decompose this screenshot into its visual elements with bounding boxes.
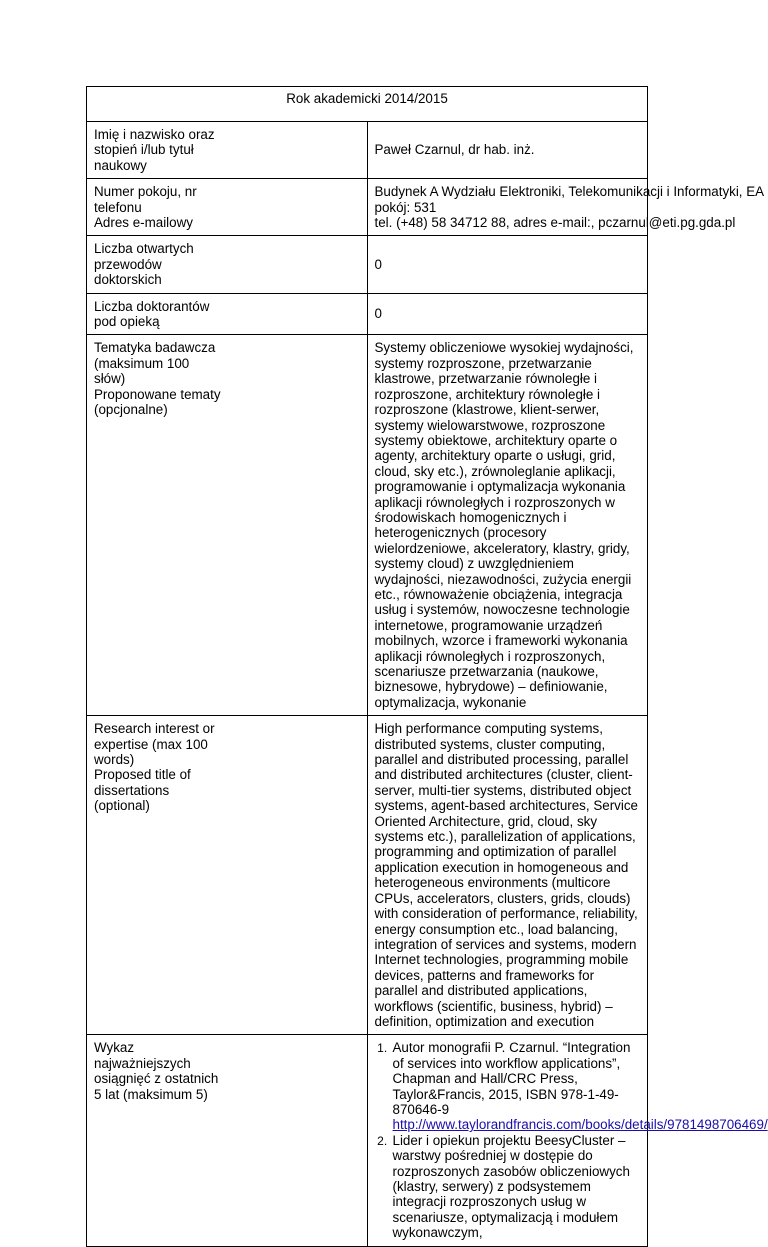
achievements-list [375, 1040, 768, 1241]
contact-label: Numer pokoju, nr telefonu Adres e-mailowy [87, 179, 368, 236]
research-en-value: High performance computing systems, distributed systems, cluster computing, parallel and distributed processing, parallel and distributed architectures (cluster, client-server, multi-tier systems, distributed object systems, agent-based architectures, Service Oriented Architecture, grid, cloud, sky systems etc.), parallelization of applications, programming and optimization of parallel application execution in homogeneous and heterogeneous environments (multicore CPUs, accelerators, clusters, grids, clouds) with consideration of performance, reliability, energy consumption etc., load balancing, integration of services and systems, modern Internet technologies, programming mobile devices, patterns and frameworks for parallel and distributed applications, workflows (scientific, business, hybrid) – definition, optimization and execution [367, 716, 648, 1035]
phone-email-text: tel. (+48) 58 34712 88, adres e-mail:, pczarnul@eti.pg.gda.pl [374, 215, 736, 231]
academic-year-title: Rok akademicki 2014/2015 [87, 87, 648, 122]
open-supervisions-label: Liczba otwartych przewodów doktorskich [87, 236, 368, 293]
achievements-value [367, 1035, 768, 1246]
list-item: 1. Autor monografii P. Czarnul. “Integration of services into workflow applications”, Chapman and Hall/CRC Press, Taylor&Francis, 2015, ISBN 978-1-49-870646-9 http://www.taylorandfrancis.com/books/details/9781498706469/ [391, 1040, 641, 1132]
building-text: Budynek A Wydziału Elektroniki, Telekomunikacji i Informatyki, EA [374, 184, 765, 200]
name-value: Paweł Czarnul, dr hab. inż. [367, 122, 648, 179]
info-table [86, 86, 768, 1247]
name-row [87, 122, 648, 179]
achievements-label: Wykaz najważniejszych osiągnięć z ostatnich 5 lat (maksimum 5) [87, 1035, 368, 1246]
phd-students-row [87, 293, 648, 335]
book-link[interactable]: http://www.taylorandfrancis.com/books/details/9781498706469/ [392, 1117, 768, 1133]
research-pl-value: Systemy obliczeniowe wysokiej wydajności, systemy rozproszone, przetwarzanie klastrowe, przetwarzanie równoległe i rozproszone, architektury równoległe i rozproszone (klastrowe, klient-serwer, systemy wielowarstwowe, rozproszone systemy obiektowe, architektury oparte o agenty, architektury oparte o usługi, grid, cloud, sky etc.), zrównoleglanie aplikacji, programowanie i optymalizacja wykonania aplikacji równoległych i rozproszonych w środowiskach homogenicznych i heterogenicznych (procesory wielordzeniowe, akceleratory, klastry, gridy, systemy cloud) z uwzględnieniem wydajności, niezawodności, zużycia energii etc., równoważenie obciążenia, integracja usług i systemów, nowoczesne technologie internetowe, programowanie urządzeń mobilnych, wzorce i frameworki wykonania aplikacji równoległych i rozproszonych, scenariusze przetwarzania (naukowe, biznesowe, hybrydowe) – definiowanie, optymalizacja, wykonanie [367, 335, 648, 716]
research-en-label: Research interest or expertise (max 100 words) Proposed title of dissertations (optional) [87, 716, 368, 1035]
phd-students-value: 0 [367, 293, 648, 335]
phd-students-label: Liczba doktorantów pod opieką [87, 293, 368, 335]
research-pl-row [87, 335, 648, 716]
room-text: pokój: 531 [374, 199, 437, 215]
research-en-row [87, 716, 648, 1035]
achievements-row [87, 1035, 648, 1246]
contact-value [367, 179, 765, 236]
list-item: 2. Lider i opiekun projektu BeesyCluster – warstwy pośredniej w dostępie do rozproszonych zasobów obliczeniowych (klastry, serwery) z podsystemem integracji rozproszonych usług w scenariusze, optymalizacją i modułem wykonawczym, [391, 1133, 641, 1241]
name-label: Imię i nazwisko oraz stopień i/lub tytuł naukowy [87, 122, 368, 179]
research-pl-label: Tematyka badawcza (maksimum 100 słów) Proponowane tematy (opcjonalne) [87, 335, 368, 716]
contact-row [87, 179, 648, 236]
open-supervisions-value: 0 [367, 236, 648, 293]
open-supervisions-row [87, 236, 648, 293]
header-row [87, 87, 648, 122]
document-page [86, 86, 768, 1247]
